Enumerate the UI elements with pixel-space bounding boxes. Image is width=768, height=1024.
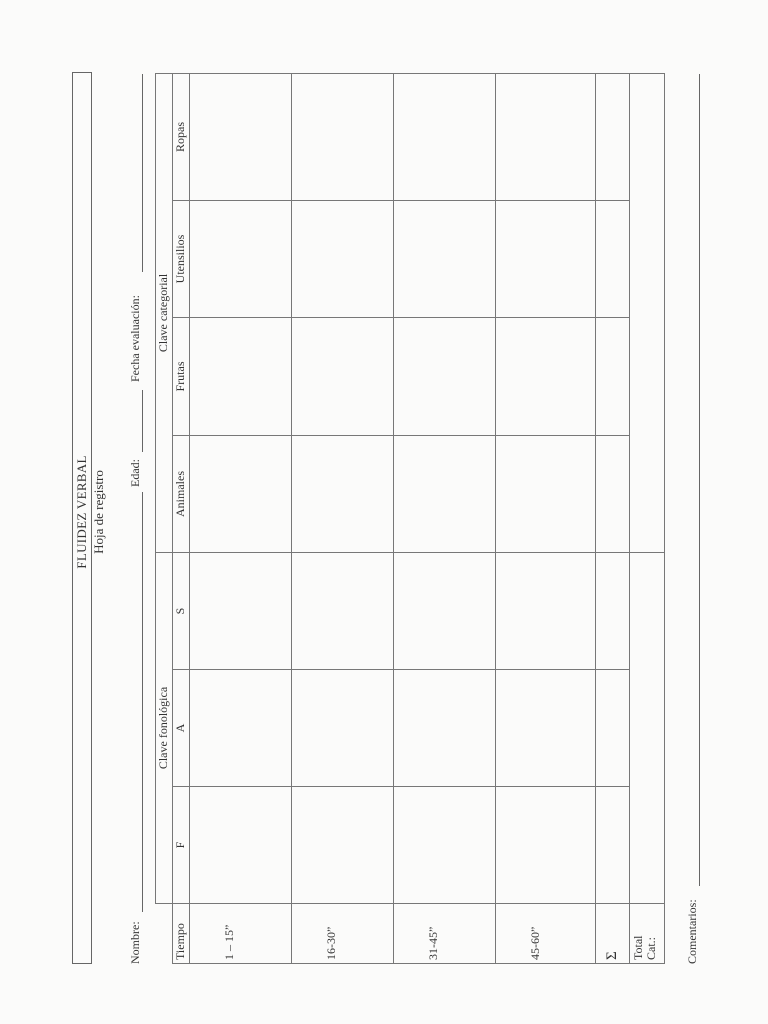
entry-cell[interactable]: [190, 435, 292, 552]
entry-cell[interactable]: [496, 670, 596, 787]
entry-cell[interactable]: [292, 787, 394, 904]
entry-cell[interactable]: [292, 73, 394, 200]
fecha-label: Fecha evaluación:: [128, 295, 142, 382]
table-row: [190, 73, 292, 963]
entry-cell[interactable]: [190, 670, 292, 787]
entry-cell[interactable]: [596, 73, 630, 200]
entry-cell[interactable]: [190, 73, 292, 200]
group-fonologica: Clave fonológica: [156, 552, 173, 903]
entry-cell[interactable]: [394, 317, 496, 435]
entry-cell[interactable]: [394, 200, 496, 317]
table-row: [394, 73, 496, 963]
document-title: FLUIDEZ VERBAL: [74, 455, 89, 569]
col-ropas: Ropas: [173, 73, 190, 200]
total-row: [630, 73, 665, 963]
col-s: S: [173, 552, 190, 669]
entry-cell[interactable]: [292, 552, 394, 669]
group-categorial: Clave categorial: [156, 73, 173, 552]
edad-label: Edad:: [128, 459, 142, 487]
entry-cell[interactable]: [292, 435, 394, 552]
entry-cell[interactable]: [190, 552, 292, 669]
row-label-1: 1 – 15”: [190, 904, 292, 964]
entry-cell[interactable]: [190, 200, 292, 317]
entry-cell[interactable]: [596, 787, 630, 904]
sum-row: [596, 73, 630, 963]
comentarios-label: Comentarios:: [685, 899, 699, 964]
col-f: F: [173, 787, 190, 904]
entry-cell[interactable]: [394, 787, 496, 904]
document-subtitle: Hoja de registro: [91, 470, 106, 554]
entry-cell[interactable]: [292, 670, 394, 787]
entry-cell[interactable]: [394, 435, 496, 552]
empty-header-cell: [156, 904, 173, 964]
entry-cell[interactable]: [190, 317, 292, 435]
entry-cell[interactable]: [496, 787, 596, 904]
table-row: [496, 73, 596, 963]
edad-line: [142, 390, 143, 452]
total-categorial-cell[interactable]: [630, 73, 665, 552]
row-label-3: 31-45”: [394, 904, 496, 964]
group-header-row: [156, 73, 173, 963]
entry-cell[interactable]: [596, 670, 630, 787]
record-table: [155, 73, 665, 964]
comentarios-line: [699, 74, 700, 886]
table-row: [292, 73, 394, 963]
entry-cell[interactable]: [292, 200, 394, 317]
fecha-line: [142, 74, 143, 272]
entry-cell[interactable]: [596, 200, 630, 317]
column-header-row: [173, 73, 190, 963]
entry-cell[interactable]: [394, 73, 496, 200]
col-animales: Animales: [173, 435, 190, 552]
row-label-total: Total Cat.:: [630, 904, 665, 964]
entry-cell[interactable]: [394, 670, 496, 787]
entry-cell[interactable]: [596, 317, 630, 435]
entry-cell[interactable]: [496, 552, 596, 669]
entry-cell[interactable]: [496, 435, 596, 552]
col-tiempo: Tiempo: [173, 904, 190, 964]
entry-cell[interactable]: [496, 200, 596, 317]
entry-cell[interactable]: [496, 73, 596, 200]
row-label-4: 45-60”: [496, 904, 596, 964]
entry-cell[interactable]: [394, 552, 496, 669]
entry-cell[interactable]: [596, 552, 630, 669]
nombre-label: Nombre:: [128, 921, 142, 964]
row-label-2: 16-30”: [292, 904, 394, 964]
row-label-sigma: Σ: [596, 904, 630, 964]
col-frutas: Frutas: [173, 317, 190, 435]
entry-cell[interactable]: [596, 435, 630, 552]
col-a: A: [173, 670, 190, 787]
total-fonologica-cell[interactable]: [630, 552, 665, 903]
nombre-line: [142, 492, 143, 912]
entry-cell[interactable]: [496, 317, 596, 435]
entry-cell[interactable]: [292, 317, 394, 435]
col-utensilios: Utensilios: [173, 200, 190, 317]
entry-cell[interactable]: [190, 787, 292, 904]
